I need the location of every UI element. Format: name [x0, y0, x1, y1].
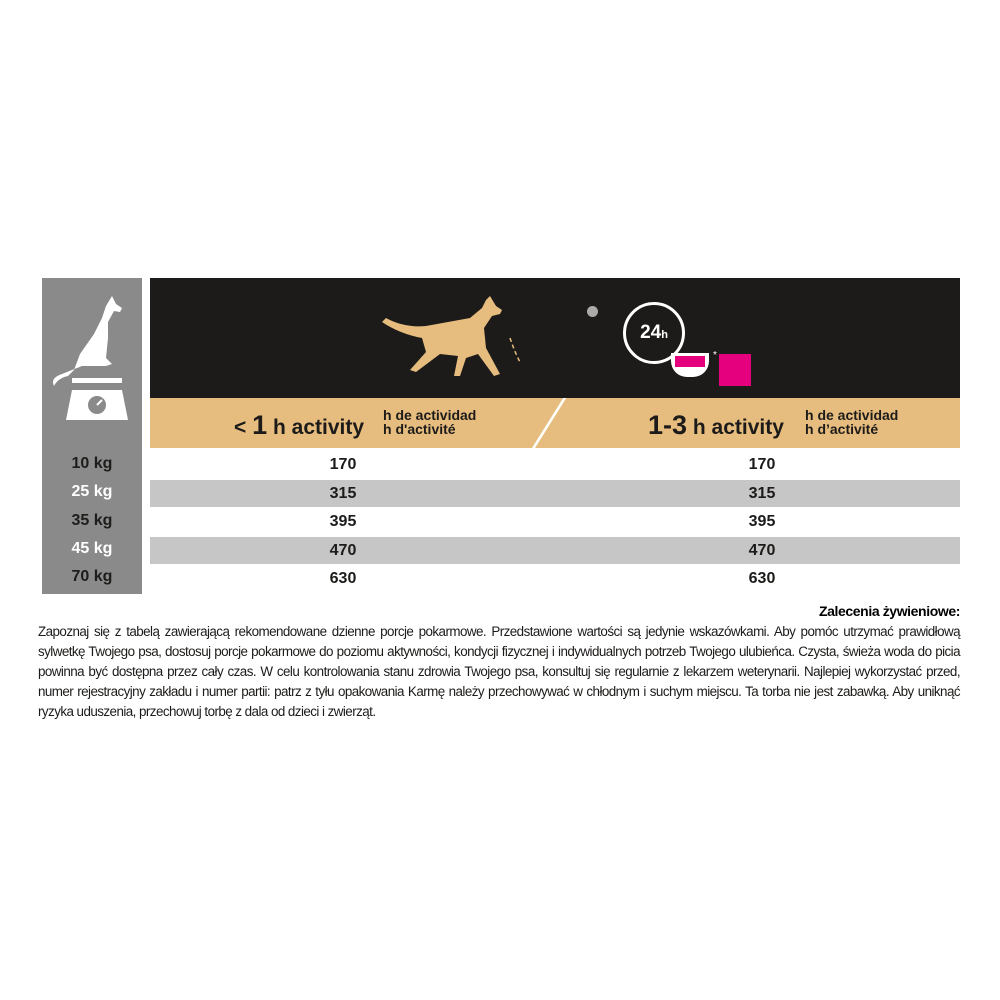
- column-label-low: < 1 h activity: [234, 410, 365, 440]
- table-row: 315 315: [150, 480, 960, 507]
- weight-label: 10 kg: [71, 455, 113, 472]
- column-sublabel-low: h de actividad h d'activité: [383, 407, 477, 437]
- table-row: 395 395: [329, 513, 776, 530]
- weight-label: 25 kg: [71, 483, 113, 500]
- weight-label: 70 kg: [71, 568, 113, 585]
- column-label-mid: 1-3 h activity: [648, 410, 784, 440]
- ball-icon: [587, 306, 598, 317]
- weight-sidebar: [42, 278, 142, 594]
- feeding-recommendations-title: Zalecenia żywieniowe:: [819, 603, 960, 619]
- activity-header: [150, 398, 960, 448]
- clock-text: 24: [640, 322, 662, 343]
- column-sublabel-mid: h de actividad h d’activité: [805, 407, 899, 437]
- table-row: 470 470: [150, 537, 960, 564]
- clock-unit: h: [661, 329, 668, 341]
- bowl-icon: [671, 353, 709, 377]
- water-square-icon: [719, 354, 751, 386]
- table-row: 630 630: [329, 570, 776, 587]
- feeding-recommendations-text: Zapoznaj się z tabelą zawierającą rekomendowane dzienne porcje pokarmowe. Przedstawione wartości są jedynie wskazówkami. Aby pomóc utrzymać prawidłową sylwetkę Twojego psa, dostosuj porcje pokarmowe do poziomu aktywności, kondycji fizycznej i indywidualnych potrzeb Twojego ulubieńca. Czysta, świeża woda do picia powinna być dostępna przez cały czas. W celu kontrolowania stanu zdrowia Twojego psa, konsultuj się regularnie z lekarzem weterynarii. Najlepiej wykorzystać przed, numer rejestracyjny zakładu i numer partii: patrz z tyłu opakowania Karmę należy przechowywać w chłodnym i suchym miejscu. Ta torba nie jest zabawką. Aby uniknąć ryzyka uduszenia, przechowuj torbę z dala od dzieci i zwierząt.: [38, 624, 960, 719]
- weight-label: 35 kg: [71, 512, 113, 529]
- running-dog-icon: [360, 288, 520, 398]
- column-divider: [528, 398, 570, 448]
- dog-on-scale-icon: [42, 278, 142, 428]
- header-banner: [150, 278, 960, 398]
- asterisk: *: [713, 350, 717, 361]
- weight-label: 45 kg: [71, 540, 113, 557]
- table-row: 170 170: [329, 456, 776, 473]
